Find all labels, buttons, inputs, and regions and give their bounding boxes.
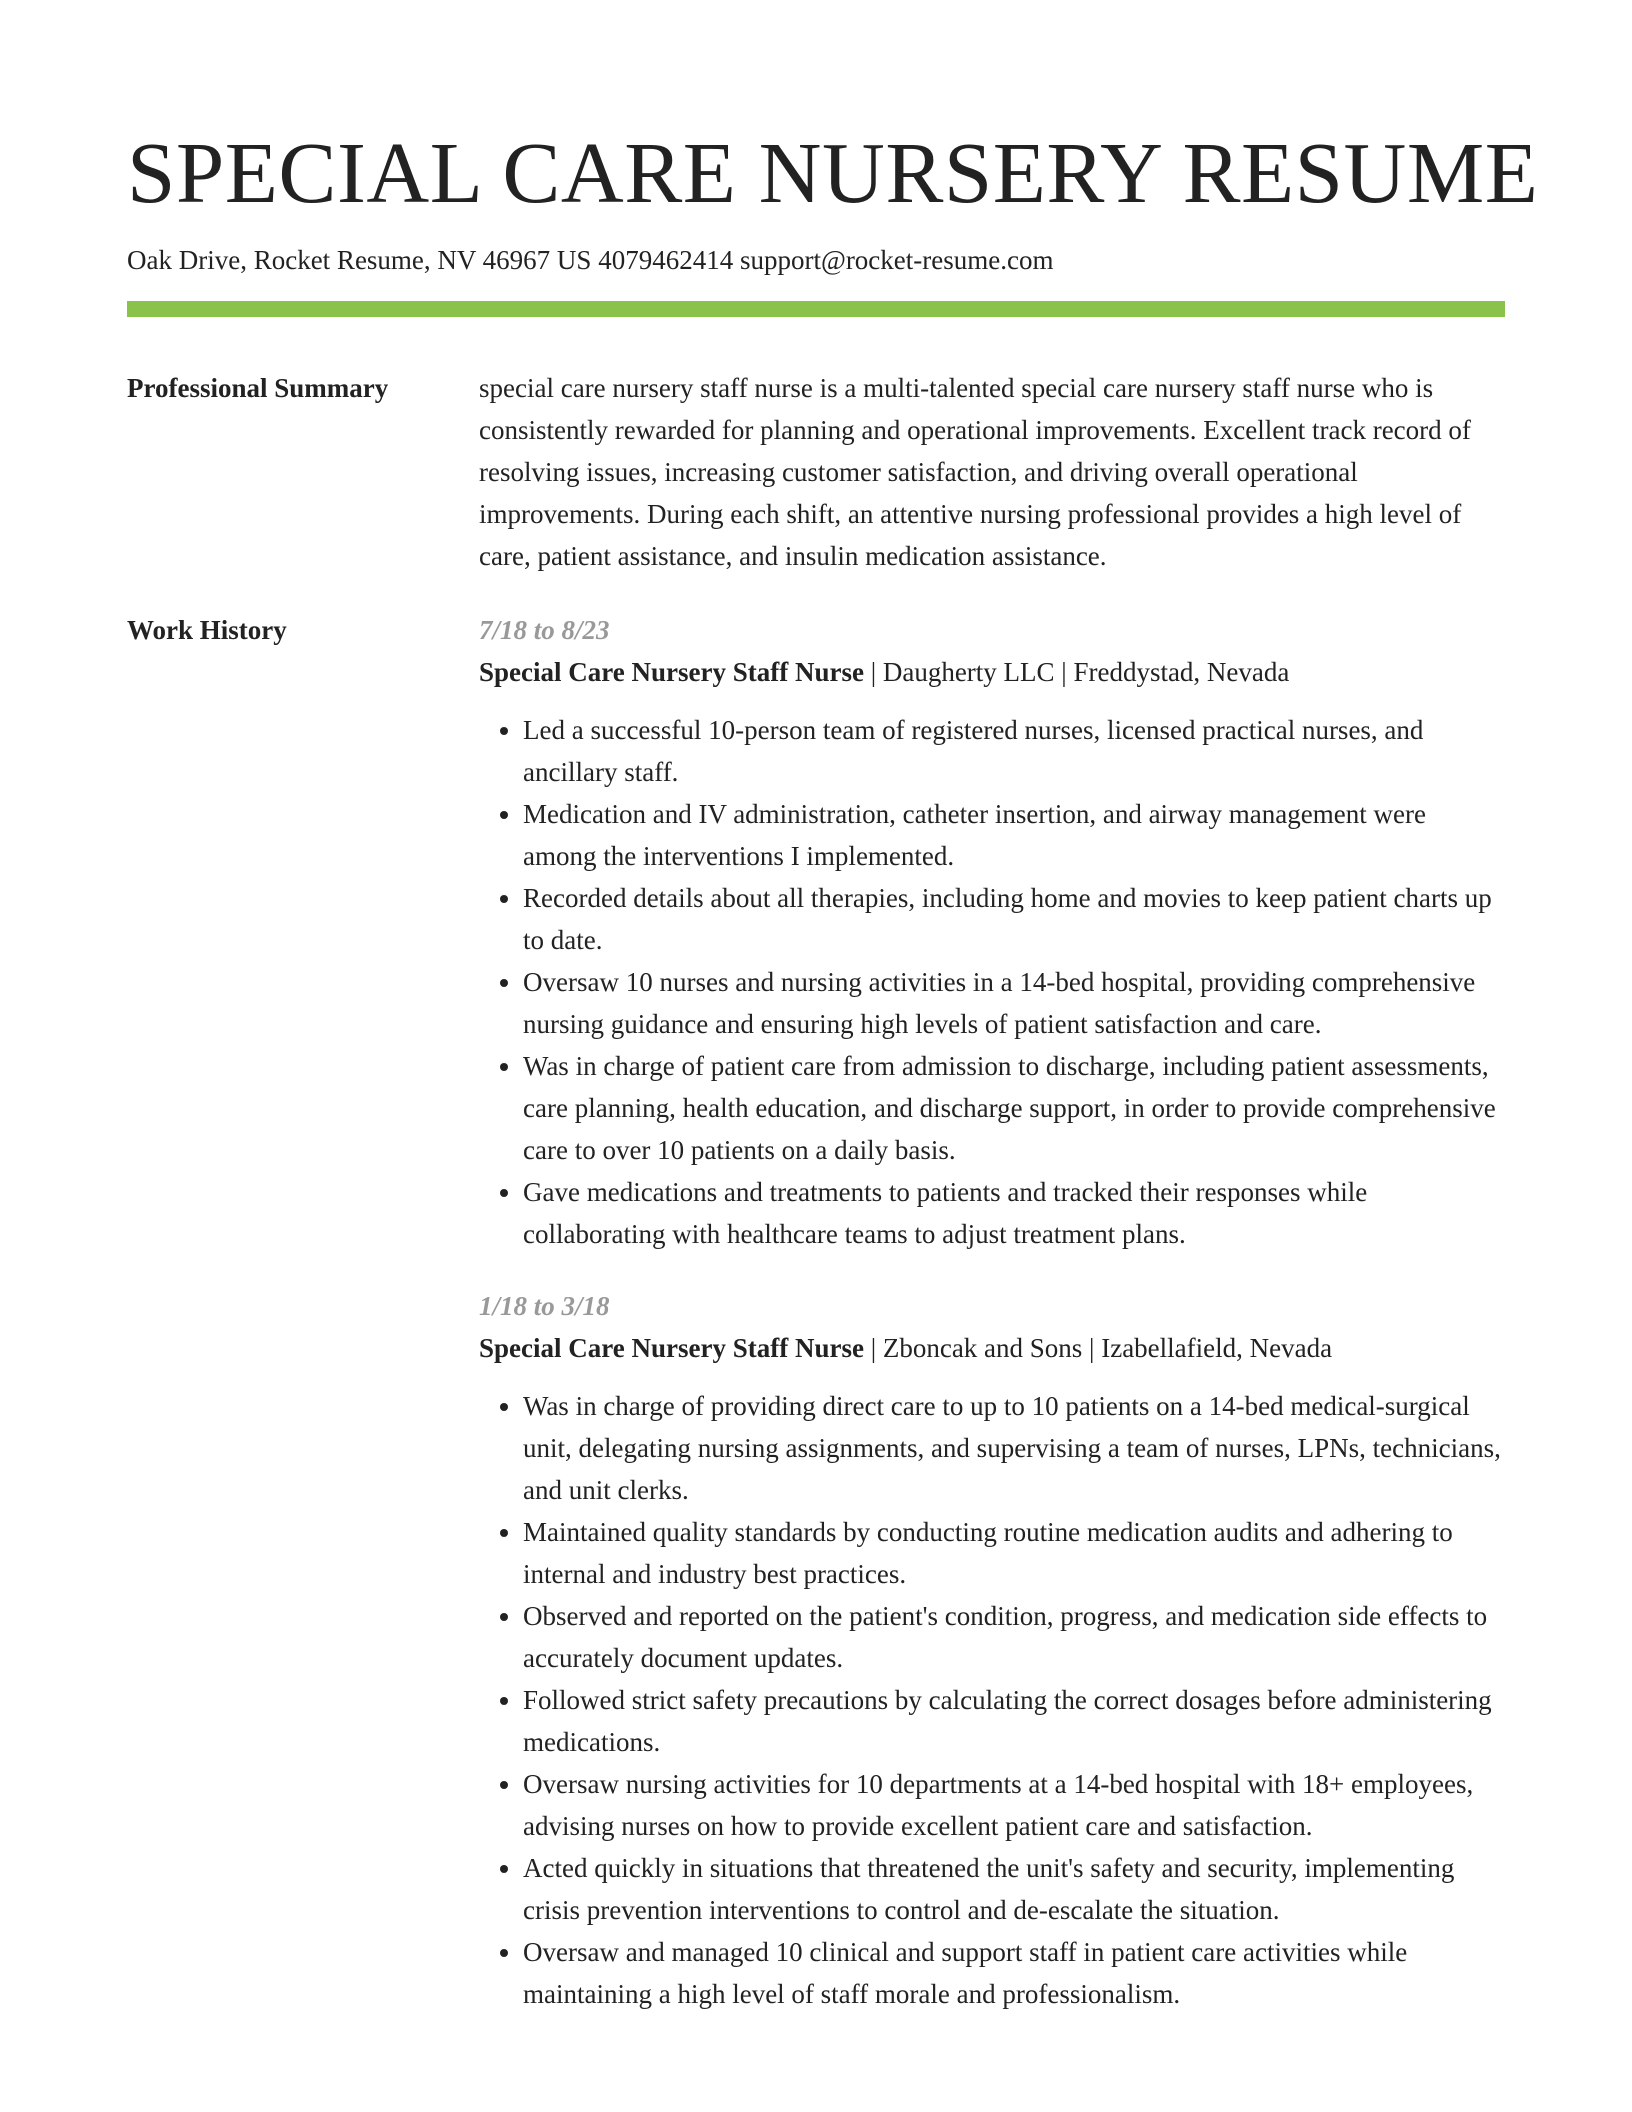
job-heading (479, 651, 1505, 693)
contact-line (127, 242, 1505, 278)
job-bullet: • Oversaw 10 nurses and nursing activities in a 14-bed hospital, providing comprehensive nursing guidance and ensuring high levels of patient satisfaction and care. (523, 961, 1505, 1045)
contact-phone: 4079462414 (598, 245, 734, 275)
job-bullet: • Led a successful 10-person team of registered nurses, licensed practical nurses, and ancillary staff. (523, 709, 1505, 793)
job-bullet: • Observed and reported on the patient's condition, progress, and medication side effects to accurately document updates. (523, 1595, 1505, 1679)
job-bullet: • Medication and IV administration, catheter insertion, and airway management were among the interventions I implemented. (523, 793, 1505, 877)
job-title: Special Care Nursery Staff Nurse (479, 657, 864, 687)
job-bullet: • Oversaw nursing activities for 10 departments at a 14-bed hospital with 18+ employees, advising nurses on how to provide excellent patient care and satisfaction. (523, 1763, 1505, 1847)
job-bullet: • Was in charge of patient care from admission to discharge, including patient assessments, care planning, health education, and discharge support, in order to provide comprehensive care to over 10 patients on a daily basis. (523, 1045, 1505, 1171)
job-bullets (479, 709, 1505, 1255)
job-bullet: • Oversaw and managed 10 clinical and support staff in patient care activities while maintaining a high level of staff morale and professionalism. (523, 1931, 1505, 2015)
job-bullet: • Maintained quality standards by conducting routine medication audits and adhering to internal and industry best practices. (523, 1511, 1505, 1595)
job-bullet: • Was in charge of providing direct care to up to 10 patients on a 14-bed medical-surgical unit, delegating nursing assignments, and supervising a team of nurses, LPNs, technicians, and unit clerks. (523, 1385, 1505, 1511)
job-bullets (479, 1385, 1505, 2015)
accent-divider (127, 301, 1505, 317)
job-entry (479, 1285, 1505, 2015)
summary-section (127, 367, 1505, 577)
work-history-label: Work History (127, 615, 287, 645)
work-history-body (479, 609, 1505, 2045)
job-bullet: • Followed strict safety precautions by calculating the correct dosages before administering medications. (523, 1679, 1505, 1763)
contact-address: Oak Drive, Rocket Resume, NV 46967 US (127, 245, 592, 275)
work-history-section (127, 609, 1505, 2045)
job-details: | Zboncak and Sons | Izabellafield, Nevada (870, 1333, 1333, 1363)
job-dates: 1/18 to 3/18 (479, 1291, 610, 1321)
job-bullet: • Gave medications and treatments to patients and tracked their responses while collaborating with healthcare teams to adjust treatment plans. (523, 1171, 1505, 1255)
job-entry (479, 609, 1505, 1255)
job-title: Special Care Nursery Staff Nurse (479, 1333, 864, 1363)
summary-text: special care nursery staff nurse is a multi-talented special care nursery staff nurse who is consistently rewarded for planning and operational improvements. Excellent track record of resolving issues, increasing customer satisfaction, and driving overall operational improvements. During each shift, an attentive nursing professional provides a high level of care, patient assistance, and insulin medication assistance. (479, 373, 1471, 571)
contact-email: support@rocket-resume.com (739, 245, 1054, 275)
resume-title: SPECIAL CARE NURSERY RESUME (127, 124, 1539, 221)
job-bullet: • Acted quickly in situations that threatened the unit's safety and security, implementing crisis prevention interventions to control and de-escalate the situation. (523, 1847, 1505, 1931)
job-bullet: • Recorded details about all therapies, including home and movies to keep patient charts up to date. (523, 877, 1505, 961)
summary-label: Professional Summary (127, 373, 389, 403)
job-heading (479, 1327, 1505, 1369)
job-details: | Daugherty LLC | Freddystad, Nevada (870, 657, 1290, 687)
job-dates: 7/18 to 8/23 (479, 615, 610, 645)
